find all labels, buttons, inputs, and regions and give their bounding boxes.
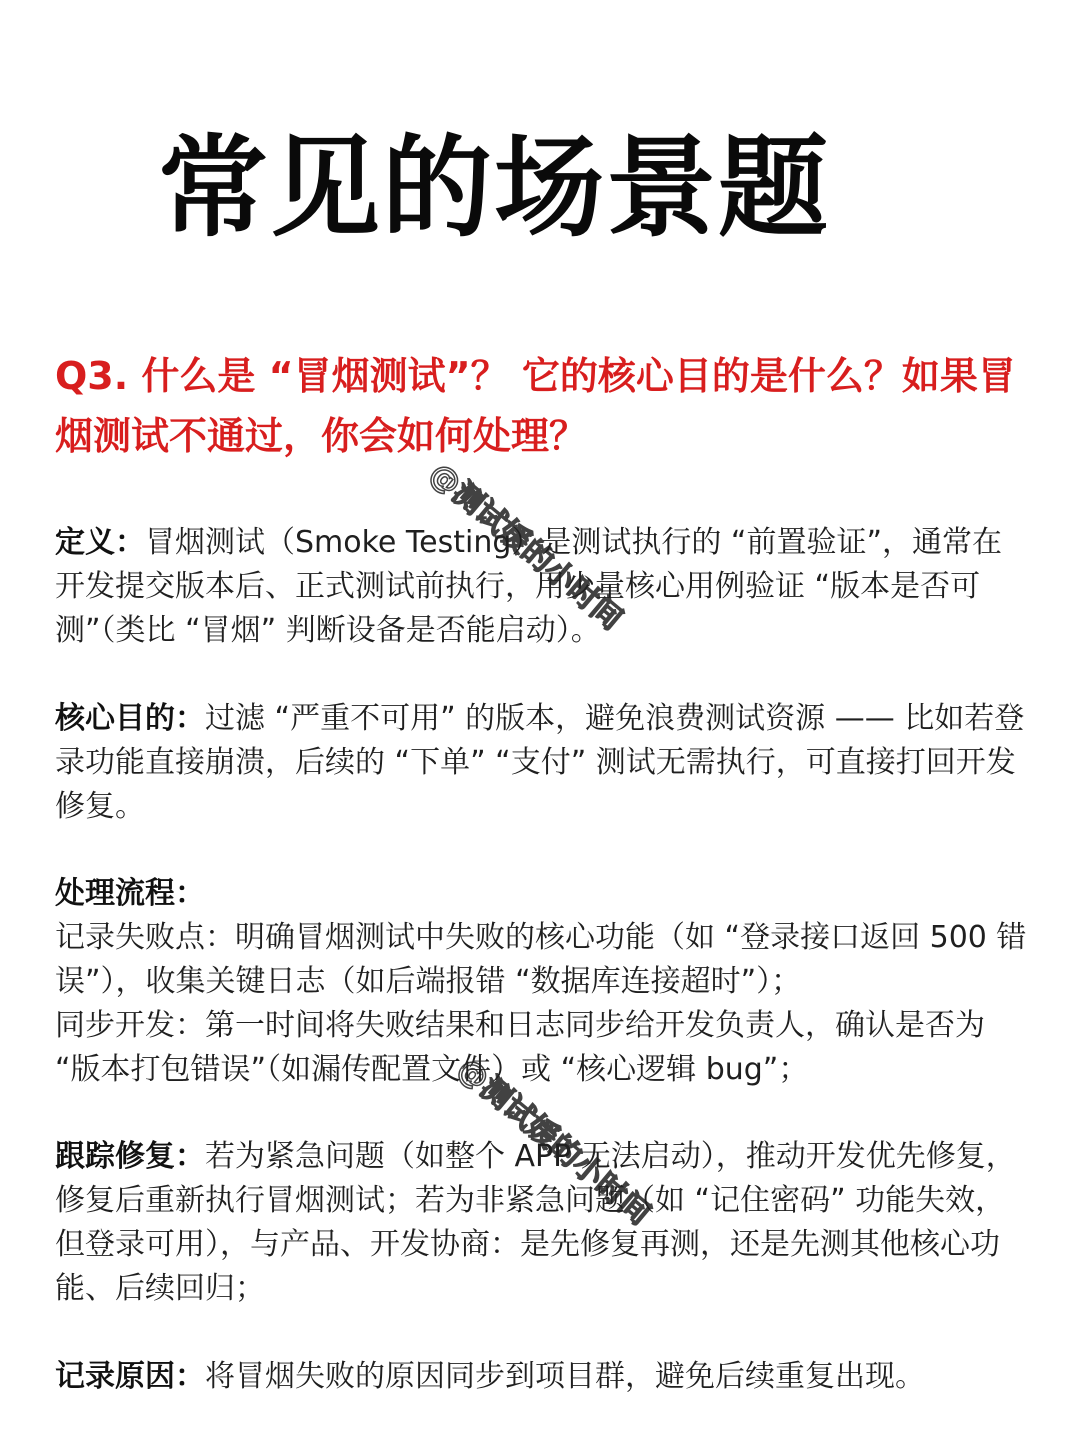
- core-purpose-paragraph: [55, 697, 1030, 829]
- watermark-bottom: @测试媛的小时间: [450, 1051, 657, 1233]
- fix-tracking-paragraph: [55, 1135, 1030, 1311]
- process-label: 处理流程：: [55, 876, 205, 911]
- fix-tracking-label: 跟踪修复：: [55, 1139, 205, 1174]
- record-cause-paragraph: [55, 1355, 1030, 1399]
- watermark-top: @测试媛的小时间: [422, 456, 629, 638]
- page-title: 常见的场景题: [158, 124, 830, 252]
- fix-tracking-text: 若为紧急问题（如整个 APP 无法启动），推动开发优先修复，修复后重新执行冒烟测试；若为非紧急问题（如 “记住密码” 功能失效，但登录可用），与产品、开发协商：是先修复再测，还是先测其他核心功能、后续回归；: [55, 1139, 1016, 1306]
- definition-paragraph: [55, 521, 1030, 653]
- question-heading: Q3. 什么是 “冒烟测试”？ 它的核心目的是什么？如果冒烟测试不通过，你会如何处理？: [55, 354, 1016, 458]
- record-cause-text: 将冒烟失败的原因同步到项目群，避免后续重复出现。: [205, 1359, 925, 1394]
- definition-text: 冒烟测试（Smoke Testing）是测试执行的 “前置验证”，通常在开发提交版本后、正式测试前执行，用少量核心用例验证 “版本是否可测”（类比 “冒烟” 判断设备是否能启动）。: [55, 525, 1003, 648]
- core-purpose-label: 核心目的：: [55, 701, 205, 736]
- core-purpose-text: 过滤 “严重不可用” 的版本，避免浪费测试资源 —— 比如若登录功能直接崩溃，后续的 “下单” “支付” 测试无需执行，可直接打回开发修复。: [55, 701, 1025, 824]
- process-step-sync-dev: 同步开发：第一时间将失败结果和日志同步给开发负责人，确认是否为 “版本打包错误”（如漏传配置文件）或 “核心逻辑 bug”；: [55, 1008, 985, 1087]
- record-cause-label: 记录原因：: [55, 1359, 205, 1394]
- process-heading: [55, 872, 1030, 916]
- definition-label: 定义：: [55, 525, 145, 560]
- process-step-record-failure: 记录失败点：明确冒烟测试中失败的核心功能（如 “登录接口返回 500 错误”），收集关键日志（如后端报错 “数据库连接超时”）；: [55, 920, 1027, 999]
